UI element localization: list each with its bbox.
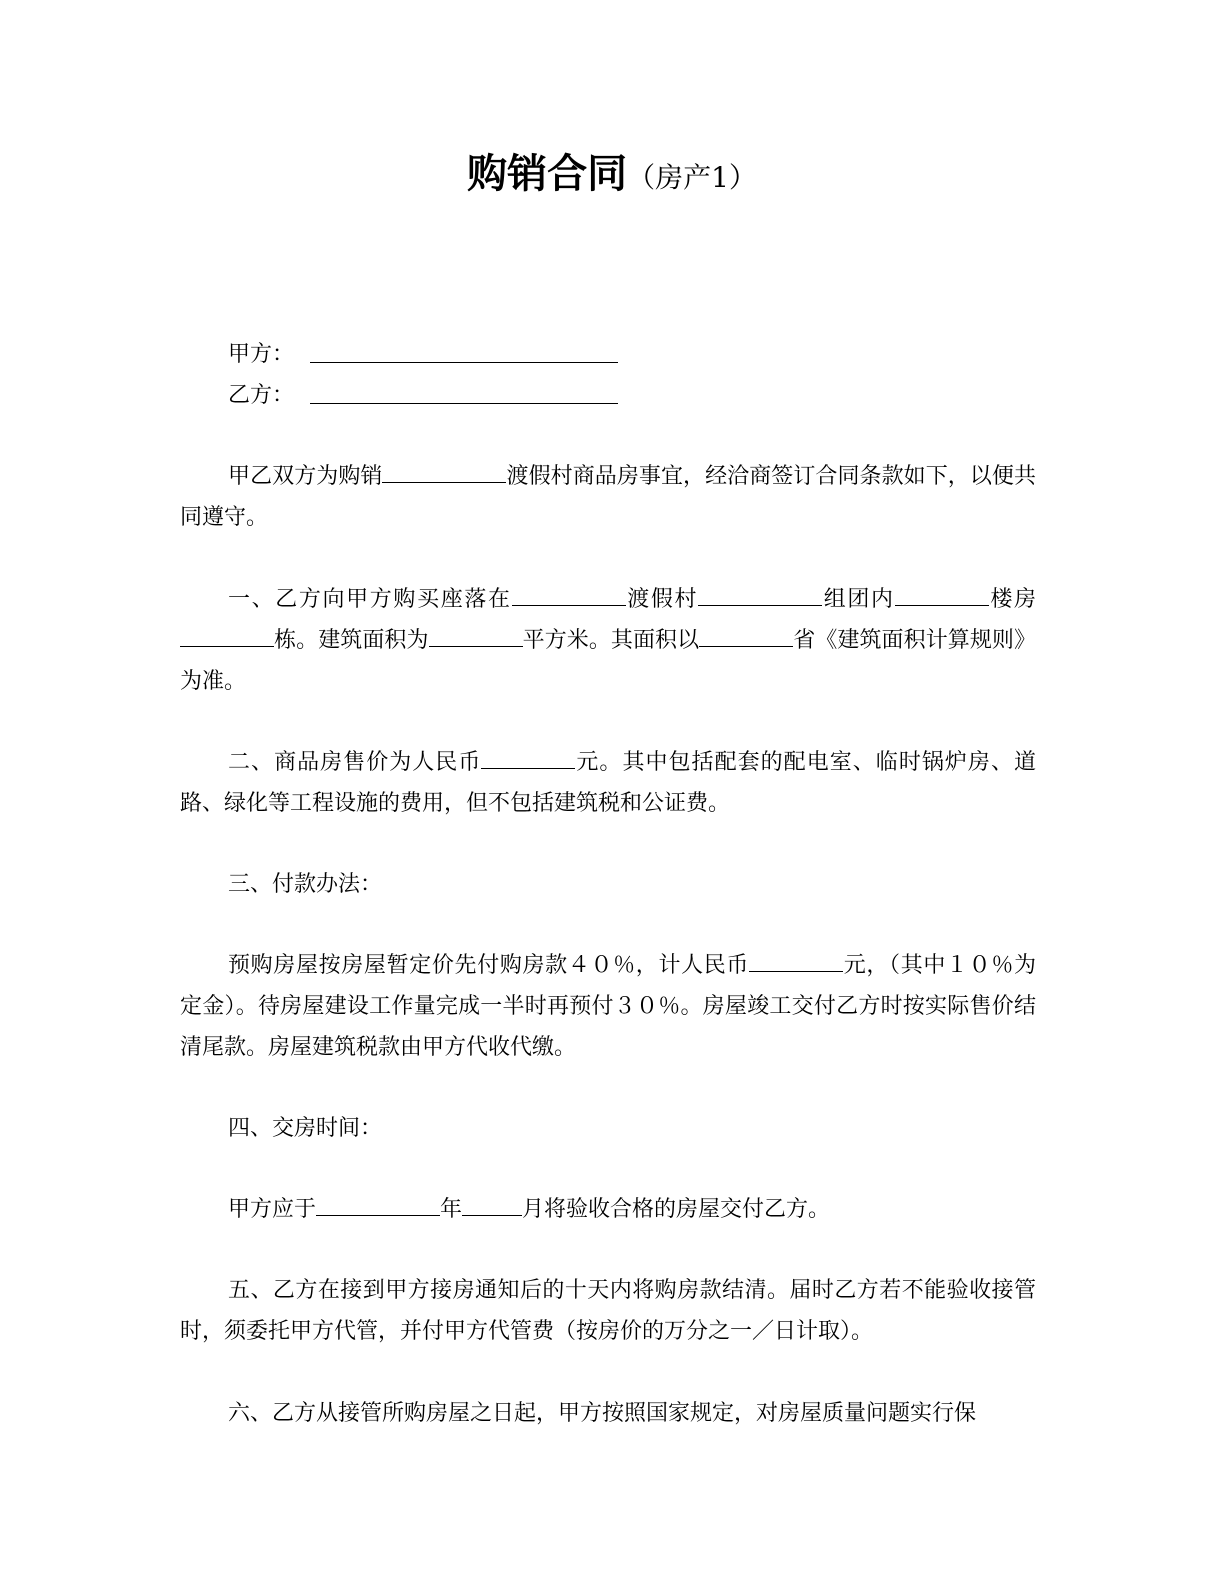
clause1-text-7: 省《建筑面积计算规则》为准。: [180, 628, 1036, 694]
clause-5: 五、乙方在接到甲方接房通知后的十天内将购房款结清。届时乙方若不能验收接管时，须委托甲方代管，并付甲方代管费（按房价的万分之一／日计取）。: [180, 1278, 1036, 1344]
clause-6: 六、乙方从接管所购房屋之日起，甲方按照国家规定，对房屋质量问题实行保: [228, 1401, 977, 1426]
building-blank: [180, 624, 274, 647]
clause1-text-6: 平方米。其面积以: [522, 628, 700, 653]
clause1-text-4: 楼房: [988, 587, 1036, 612]
clause-3-heading: 三、付款办法：: [228, 872, 383, 897]
party-b-blank: [310, 403, 618, 404]
clause-3-body: [180, 945, 1036, 1068]
resort-blank: [698, 583, 822, 606]
province-blank: [699, 624, 793, 647]
clause4-text-1: 甲方应于: [228, 1197, 317, 1222]
payment-amount-blank: [749, 949, 843, 972]
clause1-text-3: 组团内: [822, 587, 895, 612]
party-a-blank: [310, 362, 618, 363]
clause3-text-2: 元，（其中１０％为定金）。待房屋建设工作量完成一半时再预付３０％。房屋竣工交付乙方时按实际售价结清尾款。房屋建筑税款由甲方代收代缴。: [180, 953, 1036, 1060]
price-blank: [481, 746, 575, 769]
clause2-text-1: 二、商品房售价为人民币: [228, 750, 482, 775]
location-blank: [512, 583, 626, 606]
clause4-text-3: 月将验收合格的房屋交付乙方。: [522, 1197, 831, 1222]
party-b-label: 乙方：: [228, 383, 295, 408]
month-blank: [462, 1193, 522, 1216]
clause1-text-5: 栋。建筑面积为: [274, 628, 429, 653]
clause-4-heading: 四、交房时间：: [228, 1116, 383, 1141]
clause-4-body: [180, 1189, 1036, 1230]
clause-2: [180, 742, 1036, 824]
title-sub: （房产1）: [627, 161, 757, 194]
title-main: 购销合同: [467, 151, 628, 197]
party-a-label: 甲方：: [228, 342, 295, 367]
clause4-text-2: 年: [440, 1197, 463, 1222]
resort-name-blank: [382, 460, 506, 483]
clause3-text-1: 预购房屋按房屋暂定价先付购房款４０％，计人民币: [228, 953, 750, 978]
group-blank: [895, 583, 989, 606]
clause1-text-1: 一、乙方向甲方购买座落在: [228, 587, 512, 612]
intro-paragraph: [180, 456, 1036, 538]
clause2-text-2: 元。其中包括配套的配电室、临时锅炉房、道路、绿化等工程设施的费用，但不包括建筑税和公证费。: [180, 750, 1036, 816]
clause-1: [180, 579, 1036, 702]
intro-text-2: 渡假村商品房事宜，经洽商签订合同条款如下，以便共同遵守。: [180, 464, 1036, 530]
party-b-row: [228, 381, 294, 411]
document-title: [0, 142, 1224, 199]
year-blank: [316, 1193, 440, 1216]
clause1-text-2: 渡假村: [625, 587, 699, 612]
intro-text-1: 甲乙双方为购销: [228, 464, 383, 489]
party-a-row: [228, 340, 294, 370]
area-blank: [429, 624, 523, 647]
